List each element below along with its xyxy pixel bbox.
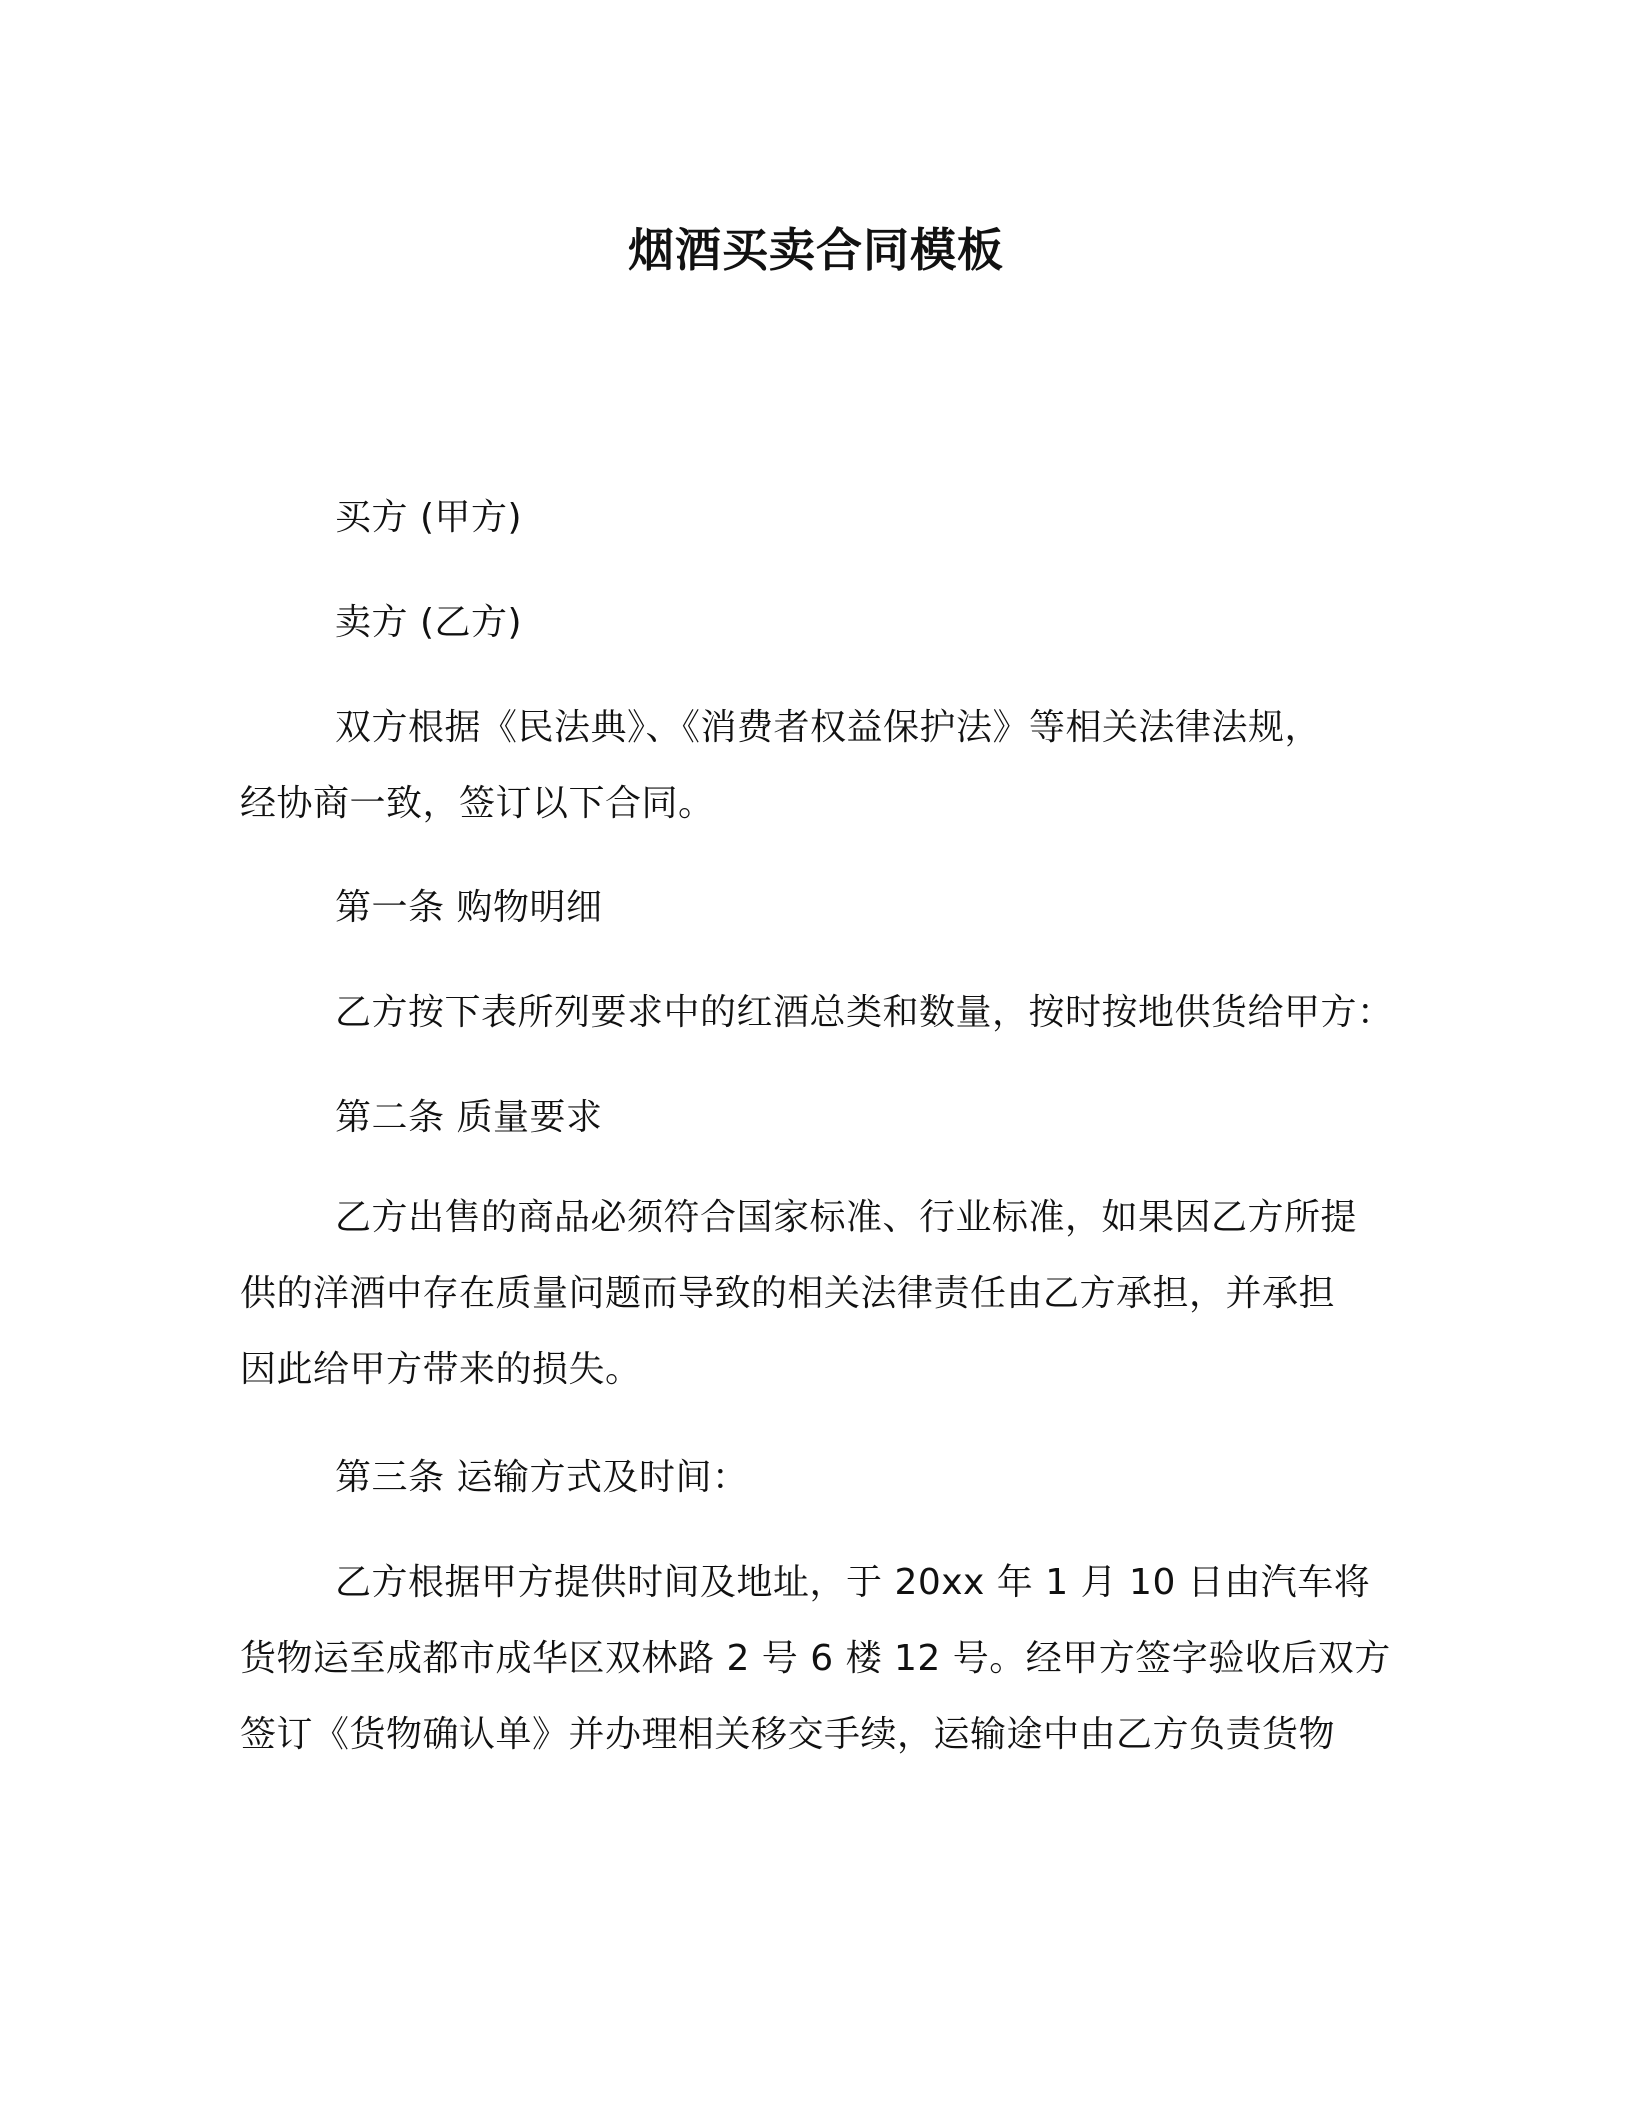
article-1-heading-text: 第一条 购物明细 xyxy=(335,887,603,928)
buyer-line xyxy=(240,480,1390,556)
article-1-body xyxy=(240,975,1394,1051)
article-2-heading-text: 第二条 质量要求 xyxy=(335,1097,603,1138)
intro-line-2: 经协商一致，签订以下合同。 xyxy=(240,783,715,824)
article-2-line-2: 供的洋酒中存在质量问题而导致的相关法律责任由乙方承担，并承担 xyxy=(240,1273,1336,1314)
intro-line-1: 双方根据《民法典》、《消费者权益保护法》等相关法律法规， xyxy=(335,707,1322,748)
article-3-line-2: 货物运至成都市成华区双林路 2 号 6 楼 12 号。经甲方签字验收后双方 xyxy=(240,1638,1391,1679)
article-2-body xyxy=(240,1180,1390,1408)
article-3-line-3: 签订《货物确认单》并办理相关移交手续，运输途中由乙方负责货物 xyxy=(240,1714,1336,1755)
article-2-line-1: 乙方出售的商品必须符合国家标准、行业标准，如果因乙方所提 xyxy=(335,1197,1358,1238)
seller-line xyxy=(240,585,1390,661)
seller-text: 卖方 (乙方) xyxy=(335,602,523,643)
article-2-heading xyxy=(240,1080,1390,1156)
buyer-text: 买方 (甲方) xyxy=(335,497,523,538)
article-3-line-1: 乙方根据甲方提供时间及地址，于 20xx 年 1 月 10 日由汽车将 xyxy=(335,1562,1371,1603)
article-3-body xyxy=(240,1545,1390,1773)
article-1-heading xyxy=(240,870,1390,946)
document-title: 烟酒买卖合同模板 xyxy=(628,223,1004,277)
article-3-heading-text: 第三条 运输方式及时间： xyxy=(335,1457,749,1498)
article-3-heading xyxy=(240,1440,1390,1516)
intro-paragraph xyxy=(240,690,1390,842)
article-1-body-text: 乙方按下表所列要求中的红酒总类和数量，按时按地供货给甲方： xyxy=(335,992,1394,1033)
article-2-line-3: 因此给甲方带来的损失。 xyxy=(240,1349,642,1390)
